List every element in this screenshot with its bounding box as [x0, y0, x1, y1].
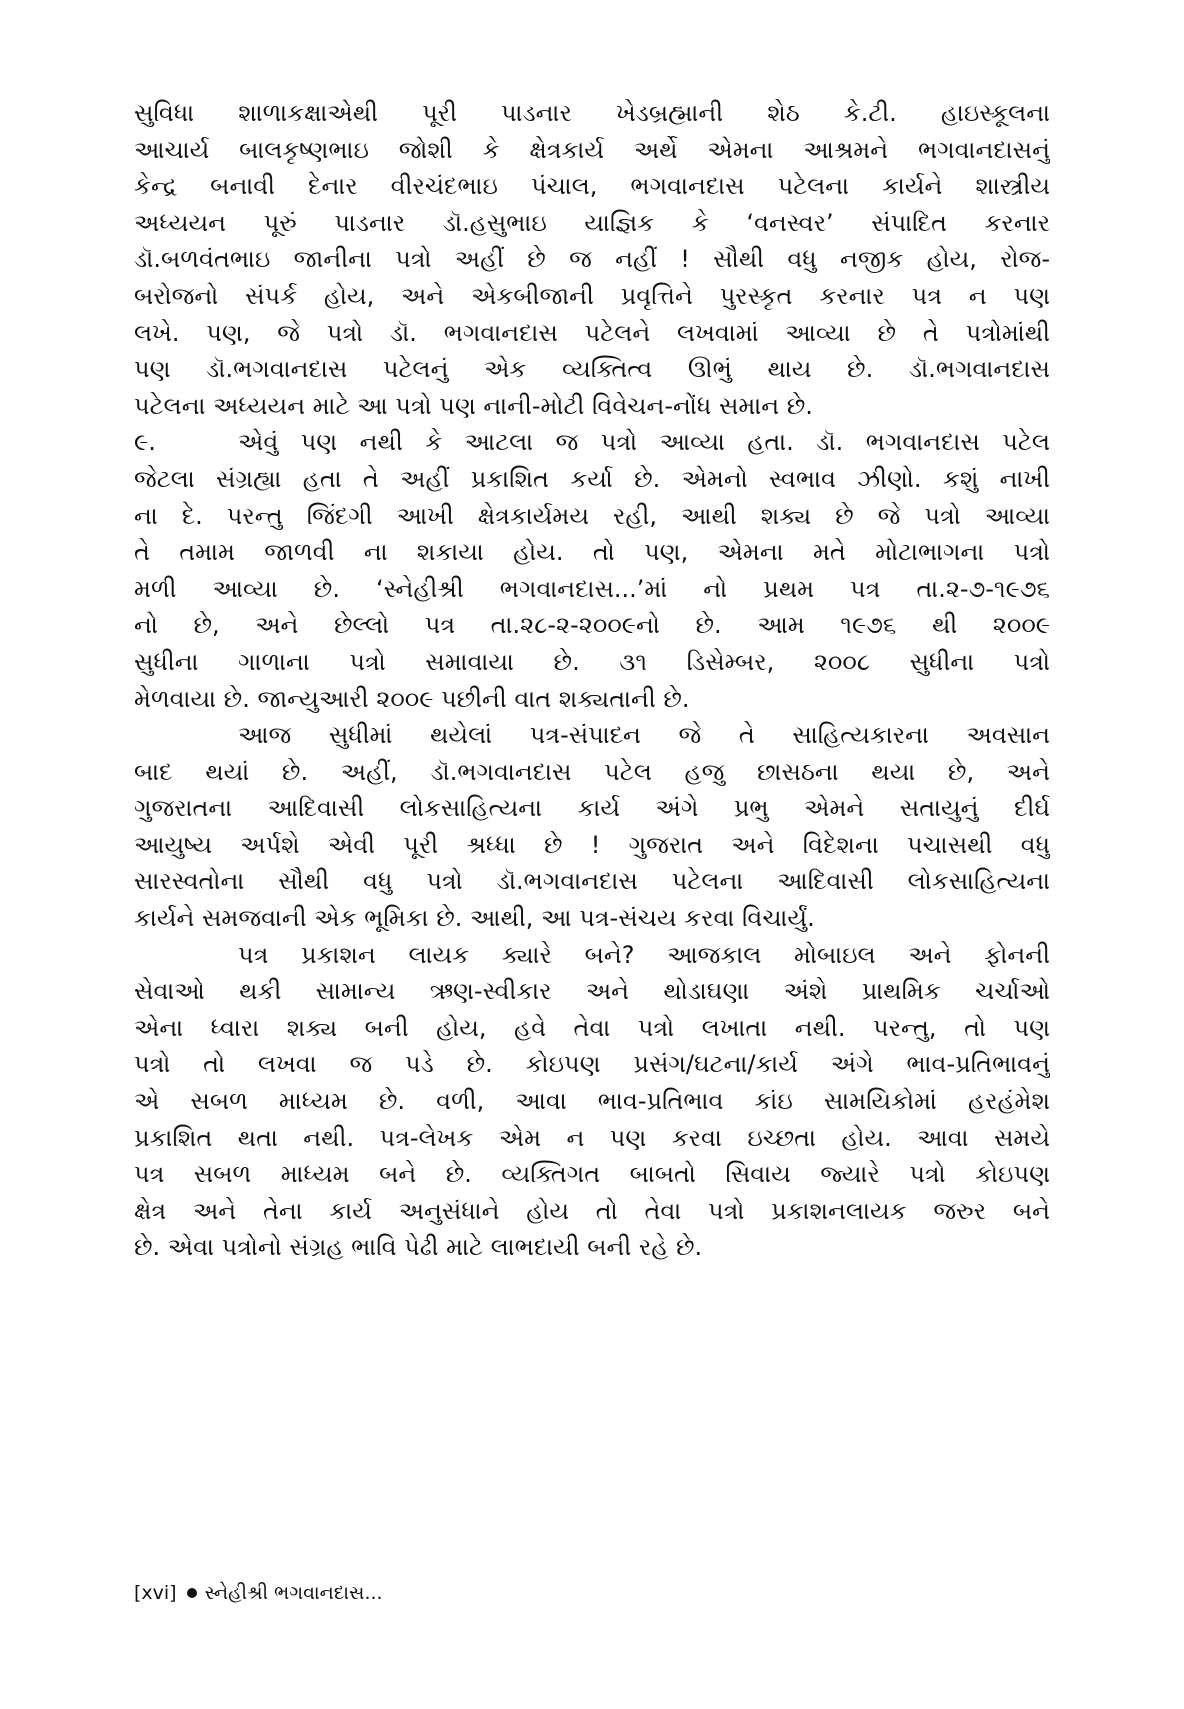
body-line: પત્ર સબળ માધ્યમ બને છે. વ્યક્તિગત બાબતો સિવાય જ્યારે પત્રો કોઇપણ [134, 1160, 1050, 1189]
body-line: આયુષ્ય અર્પશે એવી પૂરી શ્રધ્ધા છે ! ગુજરાત અને વિદેશના પચાસથી વધુ [134, 830, 1050, 859]
body-line: બરોજનો સંપર્ક હોય, અને એકબીજાની પ્રવૃત્તિને પુરસ્કૃત કરનાર પત્ર ન પણ [134, 281, 1050, 310]
body-line: સેવાઓ થકી સામાન્ય ઋણ-સ્વીકાર અને થોડાઘણા અંશે પ્રાથમિક ચર્ચાઓ [134, 977, 1050, 1006]
body-line: મેળવાયા છે. જાન્યુઆરી ૨૦૦૯ પછીની વાત શક્યતાની છે. [134, 684, 690, 713]
running-title: સ્નેહીશ્રી ભગવાનદાસ... [204, 1582, 383, 1604]
body-line: સારસ્વતોના સૌથી વધુ પત્રો ડૉ.ભગવાનદાસ પટેલના આદિવાસી લોકસાહિત્યના [134, 867, 1050, 896]
body-line: જેટલા સંગ્રહ્યા હતા તે અહીં પ્રકાશિત કર્યા છે. એમનો સ્વભાવ ઝીણો. કશું નાખી [134, 464, 1050, 493]
body-line: લખે. પણ, જે પત્રો ડૉ. ભગવાનદાસ પટેલને લખવામાં આવ્યા છે તે પત્રોમાંથી [134, 318, 1050, 347]
bullet-icon [187, 1588, 197, 1598]
numbered-item-9 [134, 424, 1050, 461]
body-line: આચાર્ય બાલકૃષ્ણભાઇ જોશી કે ક્ષેત્રકાર્ય અર્થે એમના આશ્રમને ભગવાનદાસનું [134, 135, 1050, 164]
body-line: ડૉ.બળવંતભાઇ જાનીના પત્રો અહીં છે જ નહીં ! સૌથી વધુ નજીક હોય, રોજ- [134, 245, 1050, 274]
body-line: એના ધ્વારા શક્ય બની હોય, હવે તેવા પત્રો લખાતા નથી. પરન્તુ, તો પણ [134, 1013, 1050, 1042]
body-text [134, 95, 1050, 1266]
body-line: સુધીના ગાળાના પત્રો સમાવાયા છે. ૩૧ ડિસેમ્બર, ૨૦૦૮ સુધીના પત્રો [134, 647, 1050, 676]
body-line: છે. એવા પત્રોનો સંગ્રહ ભાવિ પેઢી માટે લાભદાયી બની રહે છે. [134, 1233, 703, 1262]
page-footer [134, 1580, 383, 1606]
body-line: ના દે. પરન્તુ જિંદગી આખી ક્ષેત્રકાર્યમય રહી, આથી શક્ય છે જે પત્રો આવ્યા [134, 501, 1050, 530]
item-number: ૯. [134, 428, 156, 457]
body-line: બાદ થયાં છે. અહીં, ડૉ.ભગવાનદાસ પટેલ હજુ છાસઠના થયા છે, અને [134, 757, 1050, 786]
body-line: નો છે, અને છેલ્લો પત્ર તા.૨૮-૨-૨૦૦૯નો છે. આમ ૧૯૭૬ થી ૨૦૦૯ [134, 611, 1050, 640]
paragraph-first-line: આજ સુધીમાં થયેલાં પત્ર-સંપાદન જે તે સાહિત્યકારના અવસાન [238, 721, 1050, 750]
body-line: મળી આવ્યા છે. ‘સ્નેહીશ્રી ભગવાનદાસ...’માં નો પ્રથમ પત્ર તા.૨-૭-૧૯૭૬ [134, 574, 1050, 603]
paragraph-first-line: પત્ર પ્રકાશન લાયક ક્યારે બને? આજકાલ મોબાઇલ અને ફોનની [238, 940, 1050, 969]
body-line: સુવિધા શાળાકક્ષાએથી પૂરી પાડનાર ખેડબ્રહ્માની શેઠ કે.ટી. હાઇસ્કૂલના [134, 99, 1050, 127]
body-line: કેન્દ્ર બનાવી દેનાર વીરચંદભાઇ પંચાલ, ભગવાનદાસ પટેલના કાર્યને શાસ્ત્રીય [134, 172, 1050, 201]
body-line: પ્રકાશિત થતા નથી. પત્ર-લેખક એમ ન પણ કરવા ઇચ્છતા હોય. આવા સમયે [134, 1123, 1050, 1152]
body-line: તે તમામ જાળવી ના શકાયા હોય. તો પણ, એમના મતે મોટાભાગના પત્રો [134, 538, 1050, 567]
body-line: એવું પણ નથી કે આટલા જ પત્રો આવ્યા હતા. ડૉ. ભગવાનદાસ પટેલ [238, 428, 1050, 457]
body-line: પટેલના અધ્યયન માટે આ પત્રો પણ નાની-મોટી વિવેચન-નોંધ સમાન છે. [134, 391, 813, 420]
body-line: એ સબળ માધ્યમ છે. વળી, આવા ભાવ-પ્રતિભાવ કાંઇ સામયિકોમાં હરહંમેશ [134, 1087, 1050, 1116]
body-line: ક્ષેત્ર અને તેના કાર્ય અનુસંધાને હોય તો તેવા પત્રો પ્રકાશનલાયક જરુર બને [134, 1196, 1050, 1225]
body-line: કાર્યને સમજવાની એક ભૂમિકા છે. આથી, આ પત્ર-સંચય કરવા વિચાર્યું. [134, 904, 815, 933]
page-number: [xvi] [134, 1582, 177, 1604]
body-line: અધ્યયન પૂરું પાડનાર ડૉ.હસુભાઇ યાજ્ઞિક કે ‘વનસ્વર’ સંપાદિત કરનાર [134, 208, 1050, 237]
body-line: ગુજરાતના આદિવાસી લોકસાહિત્યના કાર્ય અંગે પ્રભુ એમને સતાયુનું દીર્ઘ [134, 794, 1050, 823]
body-line: પણ ડૉ.ભગવાનદાસ પટેલનું એક વ્યક્તિત્વ ઊભું થાય છે. ડૉ.ભગવાનદાસ [134, 355, 1050, 384]
body-line: પત્રો તો લખવા જ પડે છે. કોઇપણ પ્રસંગ/ઘટના/કાર્ય અંગે ભાવ-પ્રતિભાવનું [134, 1050, 1050, 1079]
